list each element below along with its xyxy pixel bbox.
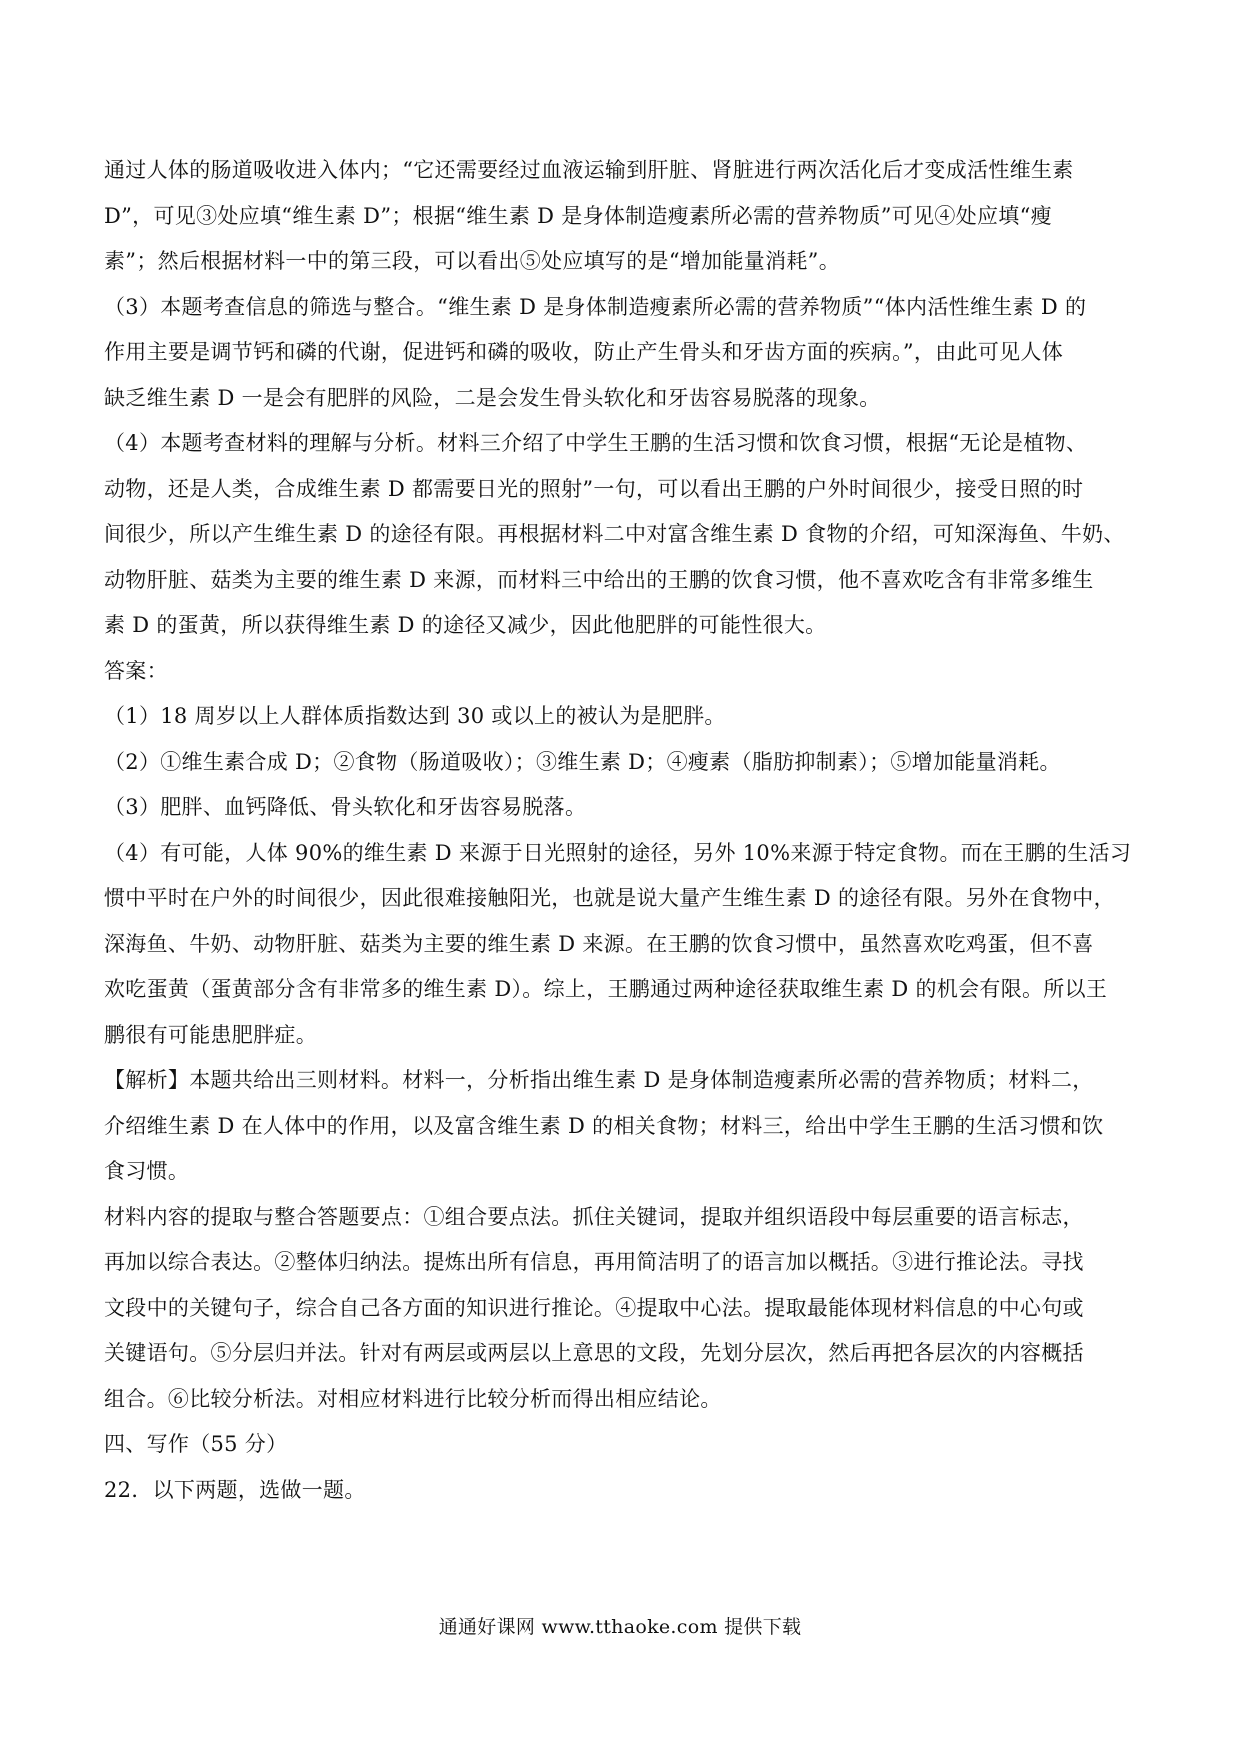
text-line: 答案： xyxy=(104,658,168,683)
analysis-paragraph-continued xyxy=(104,148,1134,285)
text-line: 介绍维生素 D 在人体中的作用，以及富含维生素 D 的相关食物；材料三，给出中学生王鹏的生活习惯和饮 xyxy=(104,1113,1104,1138)
text-line: （4）有可能，人体 90%的维生素 D 来源于日光照射的途径，另外 10%来源于特定食物。而在王鹏的生活习 xyxy=(104,840,1132,865)
text-line: 关键语句。⑤分层归并法。针对有两层或两层以上意思的文段，先划分层次，然后再把各层次的内容概括 xyxy=(104,1341,1084,1365)
text-line: （2）①维生素合成 D；②食物（肠道吸收）；③维生素 D；④瘦素（脂肪抑制素）；⑤增加能量消耗。 xyxy=(104,749,1061,774)
text-line: 欢吃蛋黄（蛋黄部分含有非常多的维生素 D）。综上，王鹏通过两种途径获取维生素 D 的机会有限。所以王 xyxy=(104,977,1108,1001)
analysis-paragraph-3 xyxy=(104,285,1134,422)
text-line: 【解析】本题共给出三则材料。材料一，分析指出维生素 D 是身体制造瘦素所必需的营养物质；材料二， xyxy=(104,1068,1094,1092)
text-line: 深海鱼、牛奶、动物肝脏、菇类为主要的维生素 D 来源。在王鹏的饮食习惯中，虽然喜欢吃鸡蛋，但不喜 xyxy=(104,931,1094,956)
text-line: 间很少，所以产生维生素 D 的途径有限。再根据材料二中对富含维生素 D 食物的介绍，可知深海鱼、牛奶、 xyxy=(104,522,1125,546)
text-line: （3）本题考查信息的筛选与整合。“维生素 D 是身体制造瘦素所必需的营养物质”“体内活性维生素 D 的 xyxy=(104,294,1087,319)
text-line: 素”；然后根据材料一中的第三段，可以看出⑤处应填写的是“增加能量消耗”。 xyxy=(104,249,841,273)
text-line: 22．以下两题，选做一题。 xyxy=(104,1477,366,1502)
question-22 xyxy=(104,1468,1134,1514)
text-line: 作用主要是调节钙和磷的代谢，促进钙和磷的吸收，防止产生骨头和牙齿方面的疾病。”，由此可见人体 xyxy=(104,340,1064,364)
text-line: 动物，还是人类，合成维生素 D 都需要日光的照射”一句，可以看出王鹏的户外时间很少，接受日照的时 xyxy=(104,476,1084,501)
answer-3 xyxy=(104,785,1134,831)
text-line: 组合。⑥比较分析法。对相应材料进行比较分析而得出相应结论。 xyxy=(104,1386,722,1411)
text-line: 四、写作（55 分） xyxy=(104,1432,288,1456)
text-line: （4）本题考查材料的理解与分析。材料三介绍了中学生王鹏的生活习惯和饮食习惯，根据“无论是植物、 xyxy=(104,431,1088,455)
page-footer: 通通好课网 www.tthaoke.com 提供下载 xyxy=(438,1616,802,1638)
text-line: 食习惯。 xyxy=(104,1159,190,1183)
answer-1 xyxy=(104,694,1134,740)
text-line: 鹏很有可能患肥胖症。 xyxy=(104,1022,317,1047)
answer-4 xyxy=(104,831,1134,1059)
text-line: （3）肥胖、血钙降低、骨头软化和牙齿容易脱落。 xyxy=(104,795,587,819)
section-heading-writing xyxy=(104,1422,1134,1468)
text-line: D”，可见③处应填“维生素 D”；根据“维生素 D 是身体制造瘦素所必需的营养物质”可见④处应填“瘦 xyxy=(104,203,1052,228)
text-line: 再加以综合表达。②整体归纳法。提炼出所有信息，再用简洁明了的语言加以概括。③进行推论法。寻找 xyxy=(104,1250,1084,1274)
method-paragraph xyxy=(104,1195,1134,1423)
document-body xyxy=(104,148,1134,1513)
text-line: 缺乏维生素 D 一是会有肥胖的风险，二是会发生骨头软化和牙齿容易脱落的现象。 xyxy=(104,385,881,410)
explanation-paragraph xyxy=(104,1058,1134,1195)
analysis-paragraph-4 xyxy=(104,421,1134,649)
text-line: 文段中的关键句子，综合自己各方面的知识进行推论。④提取中心法。提取最能体现材料信息的中心句或 xyxy=(104,1295,1084,1320)
text-line: 素 D 的蛋黄，所以获得维生素 D 的途径又减少，因此他肥胖的可能性很大。 xyxy=(104,613,827,637)
answer-heading xyxy=(104,649,1134,695)
text-line: 通过人体的肠道吸收进入体内；“它还需要经过血液运输到肝脏、肾脏进行两次活化后才变成活性维生素 xyxy=(104,158,1074,182)
text-line: （1）18 周岁以上人群体质指数达到 30 或以上的被认为是肥胖。 xyxy=(104,704,726,728)
text-line: 动物肝脏、菇类为主要的维生素 D 来源，而材料三中给出的王鹏的饮食习惯，他不喜欢吃含有非常多维生 xyxy=(104,567,1094,592)
answer-2 xyxy=(104,740,1134,786)
text-line: 材料内容的提取与整合答题要点：①组合要点法。抓住关键词，提取并组织语段中每层重要的语言标志， xyxy=(104,1204,1084,1229)
text-line: 惯中平时在户外的时间很少，因此很难接触阳光，也就是说大量产生维生素 D 的途径有限。另外在食物中， xyxy=(104,886,1115,910)
